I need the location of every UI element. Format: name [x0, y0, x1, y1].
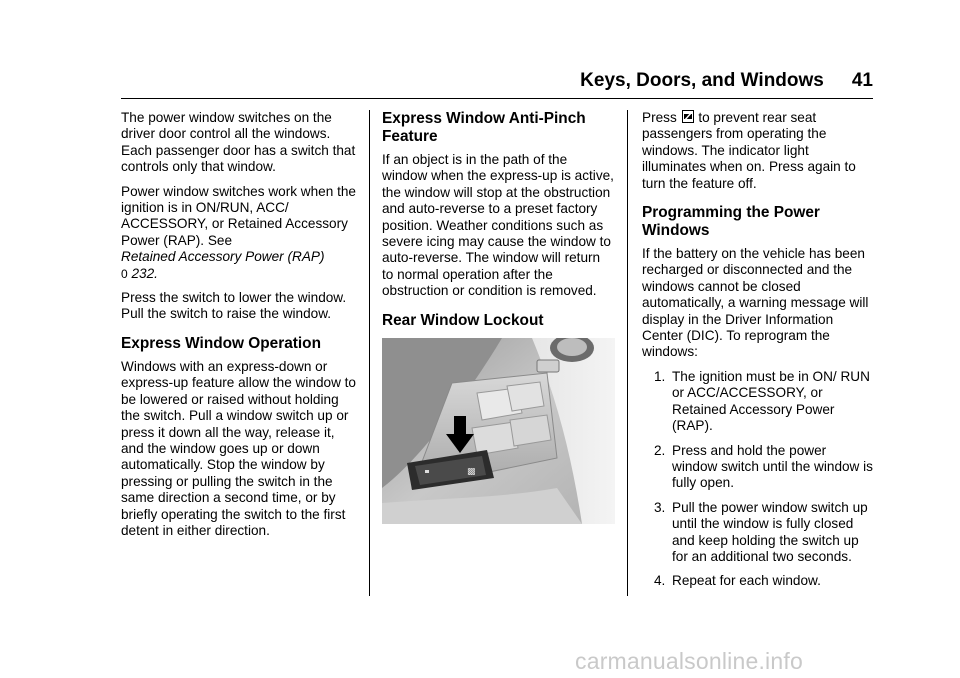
section-title: Keys, Doors, and Windows: [580, 70, 824, 91]
svg-text:▩: ▩: [467, 466, 476, 477]
step-number: 3.: [654, 499, 666, 515]
switch-paragraph: Press the switch to lower the window. Pull the switch to raise the window.: [121, 290, 347, 322]
lockout-press-text: Press: [642, 110, 677, 125]
rear-window-lockout-heading: Rear Window Lockout: [382, 311, 544, 329]
step-text: Repeat for each window.: [672, 573, 821, 589]
list-item: [642, 573, 873, 589]
anti-pinch-paragraph: If an object is in the path of the window when the express-up is active, the window will stop at the obstruction and auto-reverse to a preset factory position. Weather conditions such as severe icing may cause the window to auto-reverse. The window will return to normal operation after the obstruction or condition is removed.: [382, 152, 614, 299]
step-number: 4.: [654, 573, 666, 589]
lockout-instruction-text: to prevent rear seat passengers from operating the windows. The indicator light illuminates when on. Press again to turn the feature off.: [642, 110, 856, 191]
step-number: 1.: [654, 368, 666, 384]
anti-pinch-heading: Express Window Anti-Pinch Feature: [382, 110, 586, 145]
express-window-heading: Express Window Operation: [121, 334, 321, 352]
ignition-text: Power window switches work when the ignition is in ON/RUN, ACC/ ACCESSORY, or Retained Accessory Power (RAP). See: [121, 183, 356, 248]
column-right: [627, 110, 873, 598]
step-text: Press and hold the power window switch until the window is fully open.: [672, 442, 873, 491]
list-item: [642, 443, 873, 492]
rap-cross-reference[interactable]: Retained Accessory Power (RAP): [121, 249, 325, 265]
window-switch-photo: [382, 338, 615, 524]
column-divider-1: [369, 110, 370, 596]
header-rule: [121, 98, 873, 99]
programming-steps-list: [642, 369, 873, 590]
intro-paragraph: The power window switches on the driver door control all the windows. Each passenger door has a switch that controls only that window.: [121, 110, 356, 175]
step-number: 2.: [654, 442, 666, 458]
programming-paragraph: If the battery on the vehicle has been recharged or disconnected and the windows cannot be closed automatically, a warning message will display in the Driver Information Center (DIC). To reprogram the windows:: [642, 246, 869, 360]
step-text: Pull the power window switch up until the window is fully closed and keep holding the switch up for an additional two seconds.: [672, 499, 868, 564]
site-watermark: carmanualsonline.info: [575, 648, 803, 674]
list-item: [642, 369, 873, 435]
step-text: The ignition must be in ON/ RUN or ACC/ACCESSORY, or Retained Accessory Power (RAP).: [672, 368, 870, 434]
column-left: [121, 110, 357, 547]
list-item: [642, 500, 873, 566]
window-lockout-icon: [682, 110, 694, 123]
ignition-paragraph: Power window switches work when the ignition is in ON/RUN, ACC/ ACCESSORY, or Retained Accessory Power (RAP). See Retained Accessory Power (RAP) 0 232.: [121, 183, 356, 281]
page-reference-arrow-icon: 0: [121, 266, 128, 281]
express-window-paragraph: Windows with an express-down or express-up feature allow the window to be lowered or raised without holding the switch. Pull a window switch up or press it down all the way, release it, and the window goes up or down automatically. Stop the window by pressing or pulling the switch in the same direction a second time, or by briefly operating the switch to the first detent in either direction.: [121, 358, 356, 538]
page-number: 41: [851, 70, 873, 91]
lockout-paragraph: [642, 110, 873, 192]
programming-heading: Programming the Power Windows: [642, 204, 820, 240]
rap-page-link[interactable]: 232: [131, 265, 155, 281]
running-header: [560, 70, 873, 92]
column-middle: [382, 110, 615, 524]
